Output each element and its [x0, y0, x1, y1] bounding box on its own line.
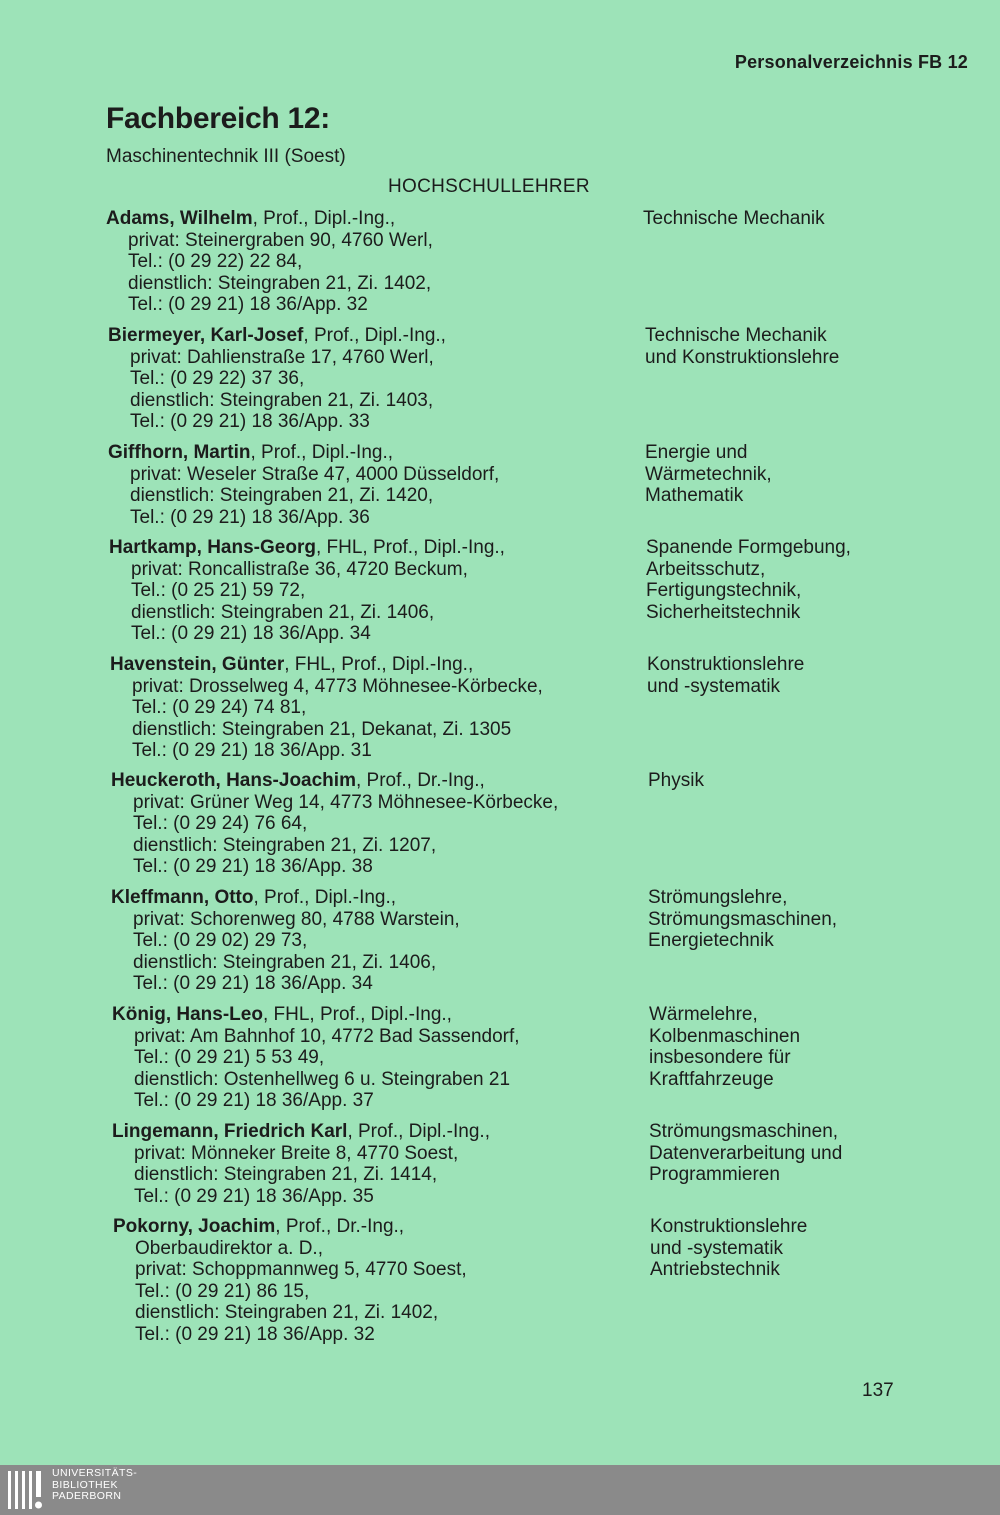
library-logo-text: [52, 1468, 137, 1503]
subject-line: Konstruktionslehre: [647, 654, 805, 675]
contact-line: dienstlich: Steingraben 21, Zi. 1406,: [133, 951, 437, 973]
staff-titles: , Prof., Dipl.-Ing.,: [347, 1121, 490, 1142]
staff-contact: [109, 537, 629, 645]
contact-line: Tel.: (0 29 22) 22 84,: [128, 251, 303, 272]
subject-line: Konstruktionslehre: [650, 1216, 808, 1237]
staff-subjects: [649, 1004, 999, 1090]
staff-name: Giffhorn, Martin: [108, 442, 251, 463]
staff-name: Havenstein, Günter: [110, 654, 285, 675]
contact-line: Oberbaudirektor a. D.,: [135, 1237, 323, 1259]
subject-line: Energie und: [645, 442, 748, 463]
subject-line: Physik: [648, 770, 704, 791]
staff-name: Pokorny, Joachim: [113, 1216, 276, 1237]
contact-line: privat: Dahlienstraße 17, 4760 Werl,: [130, 346, 434, 368]
subject-line: und Konstruktionslehre: [645, 346, 840, 368]
contact-line: privat: Schoppmannweg 5, 4770 Soest,: [135, 1259, 467, 1280]
subject-line: Antriebstechnik: [650, 1259, 780, 1280]
staff-subjects: [646, 537, 996, 623]
staff-titles: , Prof., Dr.-Ing.,: [275, 1216, 405, 1237]
contact-line: privat: Schorenweg 80, 4788 Warstein,: [133, 908, 460, 930]
staff-heading-line: [110, 654, 630, 676]
contact-line: privat: Steinergraben 90, 4760 Werl,: [128, 229, 433, 251]
contact-line: Tel.: (0 29 21) 18 36/App. 38: [133, 856, 373, 877]
staff-titles: , Prof., Dipl.-Ing.,: [253, 887, 397, 908]
subject-line: Kolbenmaschinen: [649, 1025, 801, 1047]
contact-line: Tel.: (0 29 24) 74 81,: [132, 697, 307, 718]
contact-line: Tel.: (0 29 02) 29 73,: [133, 930, 308, 951]
logo-line: UNIVERSITÄTS-: [52, 1467, 138, 1479]
contact-line: Tel.: (0 29 22) 37 36,: [130, 368, 305, 389]
contact-line: Tel.: (0 29 21) 18 36/App. 37: [134, 1090, 374, 1111]
contact-line: privat: Drosselweg 4, 4773 Möhnesee-Körbecke,: [132, 675, 543, 697]
staff-titles: , FHL, Prof., Dipl.-Ing.,: [284, 654, 474, 675]
subject-line: Wärmelehre,: [649, 1004, 758, 1025]
contact-line: dienstlich: Steingraben 21, Zi. 1403,: [130, 389, 434, 411]
contact-line: Tel.: (0 29 21) 18 36/App. 35: [134, 1185, 374, 1207]
subject-line: Kraftfahrzeuge: [649, 1068, 774, 1090]
subject-line: Technische Mechanik: [643, 208, 825, 229]
contact-line: Tel.: (0 29 24) 76 64,: [133, 813, 308, 834]
staff-name: Hartkamp, Hans-Georg: [109, 537, 316, 558]
staff-titles: , FHL, Prof., Dipl.-Ing.,: [262, 1004, 452, 1025]
staff-subjects: [648, 770, 998, 792]
subject-line: Sicherheitstechnik: [646, 601, 801, 623]
contact-line: Tel.: (0 29 21) 18 36/App. 31: [132, 740, 372, 761]
staff-contact: [108, 442, 628, 528]
staff-name: Biermeyer, Karl-Josef: [108, 325, 304, 346]
contact-line: Tel.: (0 29 21) 86 15,: [135, 1280, 310, 1302]
subject-line: Mathematik: [645, 485, 744, 506]
staff-titles: , Prof., Dipl.-Ing.,: [250, 442, 394, 463]
subject-line: Strömungsmaschinen,: [648, 908, 838, 930]
staff-contact: [111, 887, 631, 995]
subject-line: und -systematik: [647, 675, 781, 697]
library-footer: [0, 1465, 1000, 1515]
contact-line: privat: Mönneker Breite 8, 4770 Soest,: [134, 1142, 459, 1164]
staff-heading-line: [113, 1216, 633, 1238]
staff-name: Adams, Wilhelm: [106, 208, 253, 229]
contact-line: dienstlich: Steingraben 21, Dekanat, Zi. 1305: [132, 718, 512, 740]
staff-heading-line: [109, 537, 629, 559]
subject-line: und -systematik: [650, 1237, 784, 1259]
contact-line: Tel.: (0 29 21) 18 36/App. 34: [133, 973, 373, 994]
subject-line: Programmieren: [649, 1164, 780, 1185]
running-head: Personalverzeichnis FB 12: [734, 52, 968, 72]
staff-heading-line: [108, 325, 628, 347]
logo-line: PADERBORN: [52, 1490, 122, 1502]
contact-line: dienstlich: Steingraben 21, Zi. 1420,: [130, 485, 434, 506]
contact-line: Tel.: (0 29 21) 18 36/App. 33: [130, 411, 370, 432]
contact-line: privat: Weseler Straße 47, 4000 Düsseldorf,: [130, 463, 500, 485]
library-logo-icon: [6, 1469, 46, 1511]
subject-line: Technische Mechanik: [645, 325, 827, 346]
staff-heading-line: [111, 887, 631, 909]
staff-contact: [110, 654, 630, 762]
staff-subjects: [649, 1121, 999, 1186]
staff-subjects: [645, 325, 995, 368]
section-title: HOCHSCHULLEHRER: [388, 176, 590, 197]
staff-heading-line: [106, 208, 626, 230]
page-subtitle: Maschinentechnik III (Soest): [106, 146, 346, 167]
staff-contact: [113, 1216, 633, 1345]
subject-line: insbesondere für: [649, 1047, 791, 1068]
subject-line: Strömungsmaschinen,: [649, 1121, 839, 1142]
staff-contact: [111, 770, 631, 878]
contact-line: dienstlich: Steingraben 21, Zi. 1402,: [128, 272, 432, 294]
subject-line: Datenverarbeitung und: [649, 1142, 843, 1164]
contact-line: dienstlich: Ostenhellweg 6 u. Steingraben 21: [134, 1068, 511, 1090]
staff-titles: , Prof., Dr.-Ing.,: [355, 770, 485, 791]
contact-line: privat: Roncallistraße 36, 4720 Beckum,: [131, 558, 468, 580]
staff-subjects: [643, 208, 993, 230]
staff-contact: [112, 1004, 632, 1112]
contact-line: Tel.: (0 29 21) 5 53 49,: [134, 1047, 325, 1068]
contact-line: dienstlich: Steingraben 21, Zi. 1207,: [133, 834, 437, 856]
staff-name: Lingemann, Friedrich Karl: [112, 1121, 348, 1142]
subject-line: Fertigungstechnik,: [646, 580, 802, 601]
staff-subjects: [650, 1216, 1000, 1281]
staff-contact: [106, 208, 626, 316]
staff-titles: , Prof., Dipl.-Ing.,: [252, 208, 396, 229]
logo-line: BIBLIOTHEK: [52, 1478, 118, 1491]
contact-line: Tel.: (0 25 21) 59 72,: [131, 580, 306, 601]
subject-line: Spanende Formgebung,: [646, 537, 851, 558]
contact-line: Tel.: (0 29 21) 18 36/App. 34: [131, 623, 371, 644]
contact-line: Tel.: (0 29 21) 18 36/App. 32: [135, 1323, 375, 1345]
subject-line: Strömungslehre,: [648, 887, 788, 908]
staff-contact: [112, 1121, 632, 1207]
staff-name: Kleffmann, Otto: [111, 887, 254, 908]
page-number: 137: [862, 1380, 894, 1401]
staff-subjects: [645, 442, 995, 507]
staff-heading-line: [108, 442, 628, 464]
staff-heading-line: [112, 1121, 632, 1143]
subject-line: Wärmetechnik,: [645, 463, 772, 485]
contact-line: dienstlich: Steingraben 21, Zi. 1402,: [135, 1302, 439, 1323]
contact-line: privat: Grüner Weg 14, 4773 Möhnesee-Körbecke,: [133, 791, 559, 813]
staff-titles: , FHL, Prof., Dipl.-Ing.,: [315, 537, 505, 558]
staff-subjects: [647, 654, 997, 697]
contact-line: Tel.: (0 29 21) 18 36/App. 36: [130, 506, 370, 528]
contact-line: privat: Am Bahnhof 10, 4772 Bad Sassendorf,: [134, 1025, 520, 1047]
page-title: Fachbereich 12:: [106, 102, 330, 135]
staff-name: König, Hans-Leo: [112, 1004, 263, 1025]
contact-line: Tel.: (0 29 21) 18 36/App. 32: [128, 294, 368, 315]
staff-name: Heuckeroth, Hans-Joachim: [111, 770, 356, 791]
staff-contact: [108, 325, 628, 433]
subject-line: Arbeitsschutz,: [646, 558, 766, 580]
staff-subjects: [648, 887, 998, 952]
subject-line: Energietechnik: [648, 930, 774, 951]
staff-titles: , Prof., Dipl.-Ing.,: [303, 325, 446, 346]
contact-line: dienstlich: Steingraben 21, Zi. 1406,: [131, 601, 435, 623]
staff-heading-line: [111, 770, 631, 792]
contact-line: dienstlich: Steingraben 21, Zi. 1414,: [134, 1164, 438, 1185]
staff-heading-line: [112, 1004, 632, 1026]
